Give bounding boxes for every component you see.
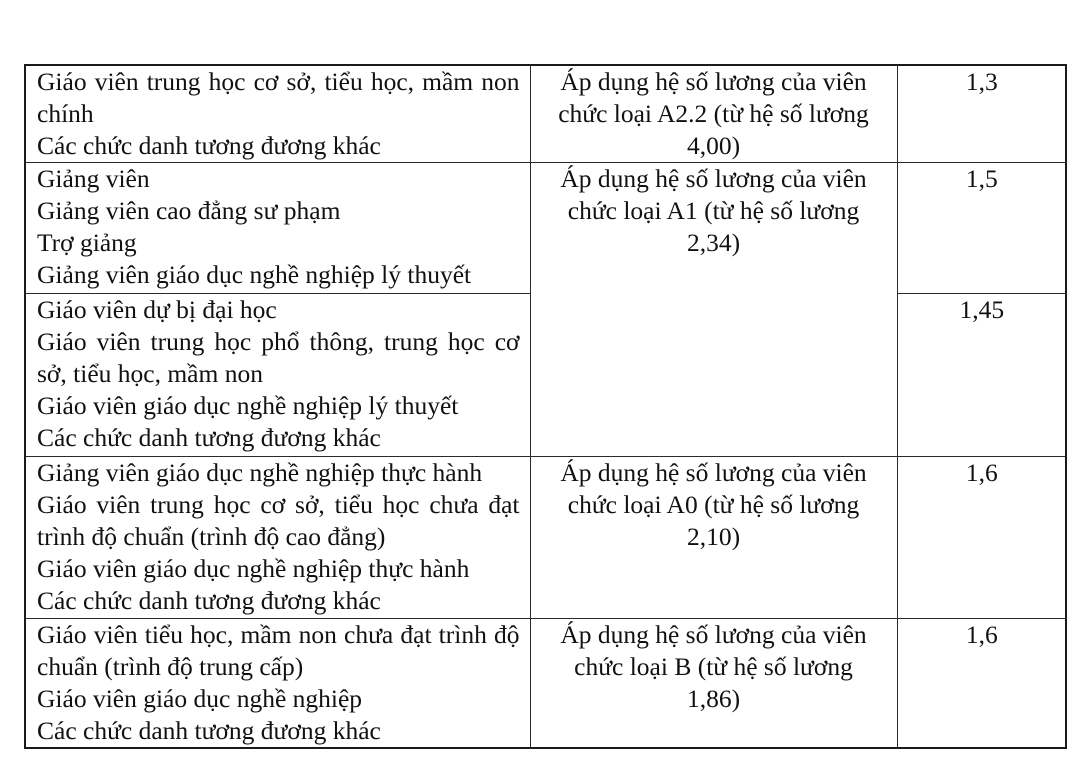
coefficient-value: 1,6 — [965, 620, 998, 649]
table-row — [25, 457, 1066, 619]
job-title-cell — [25, 619, 530, 749]
job-title: Giảng viên giáo dục nghề nghiệp lý thuyết — [37, 260, 472, 289]
salary-rule: Áp dụng hệ số lương của viên chức loại A2.2 (từ hệ số lương 4,00) — [558, 67, 869, 160]
coefficient-value: 1,45 — [959, 295, 1005, 324]
salary-rule-cell — [530, 65, 897, 163]
job-title: Giáo viên giáo dục nghề nghiệp thực hành — [37, 554, 470, 583]
job-title: Giáo viên giáo dục nghề nghiệp lý thuyết — [37, 391, 459, 420]
job-title-cell — [25, 457, 530, 619]
job-title: Giáo viên giáo dục nghề nghiệp — [37, 684, 363, 713]
job-title: Các chức danh tương đương khác — [37, 131, 381, 160]
job-title-cell — [25, 294, 530, 457]
coefficient-value: 1,5 — [965, 164, 998, 193]
coefficient-cell — [897, 294, 1066, 457]
salary-rule-cell — [530, 457, 897, 619]
coefficient-cell — [897, 163, 1066, 294]
salary-coefficient-table — [24, 64, 1067, 749]
job-title: Giảng viên cao đẳng sư phạm — [37, 196, 341, 225]
coefficient-value: 1,6 — [965, 458, 998, 487]
salary-rule-cell — [530, 163, 897, 457]
coefficient-cell — [897, 457, 1066, 619]
job-title: Giáo viên trung học cơ sở, tiểu học, mầm non chính — [37, 67, 520, 128]
job-title: Các chức danh tương đương khác — [37, 423, 381, 452]
job-title: Trợ giảng — [37, 228, 137, 257]
table-row — [25, 163, 1066, 294]
job-title: Giáo viên tiểu học, mầm non chưa đạt trình độ chuẩn (trình độ trung cấp) — [37, 620, 520, 681]
job-title-cell — [25, 163, 530, 294]
salary-rule: Áp dụng hệ số lương của viên chức loại B (từ hệ số lương 1,86) — [560, 620, 867, 713]
coefficient-cell — [897, 65, 1066, 163]
salary-rule: Áp dụng hệ số lương của viên chức loại A1 (từ hệ số lương 2,34) — [560, 164, 867, 257]
job-title-cell — [25, 65, 530, 163]
table-row — [25, 619, 1066, 749]
job-title: Giảng viên giáo dục nghề nghiệp thực hành — [37, 458, 483, 487]
job-title: Giáo viên dự bị đại học — [37, 295, 277, 324]
job-title: Giáo viên trung học cơ sở, tiểu học chưa đạt trình độ chuẩn (trình độ cao đẳng) — [37, 490, 520, 551]
salary-rule: Áp dụng hệ số lương của viên chức loại A0 (từ hệ số lương 2,10) — [560, 458, 867, 551]
salary-rule-cell — [530, 619, 897, 749]
job-title: Các chức danh tương đương khác — [37, 716, 381, 745]
job-title: Giáo viên trung học phổ thông, trung học cơ sở, tiểu học, mầm non — [37, 327, 520, 388]
table-row — [25, 65, 1066, 163]
job-title: Giảng viên — [37, 164, 150, 193]
coefficient-cell — [897, 619, 1066, 749]
coefficient-value: 1,3 — [965, 67, 998, 96]
job-title: Các chức danh tương đương khác — [37, 586, 381, 615]
